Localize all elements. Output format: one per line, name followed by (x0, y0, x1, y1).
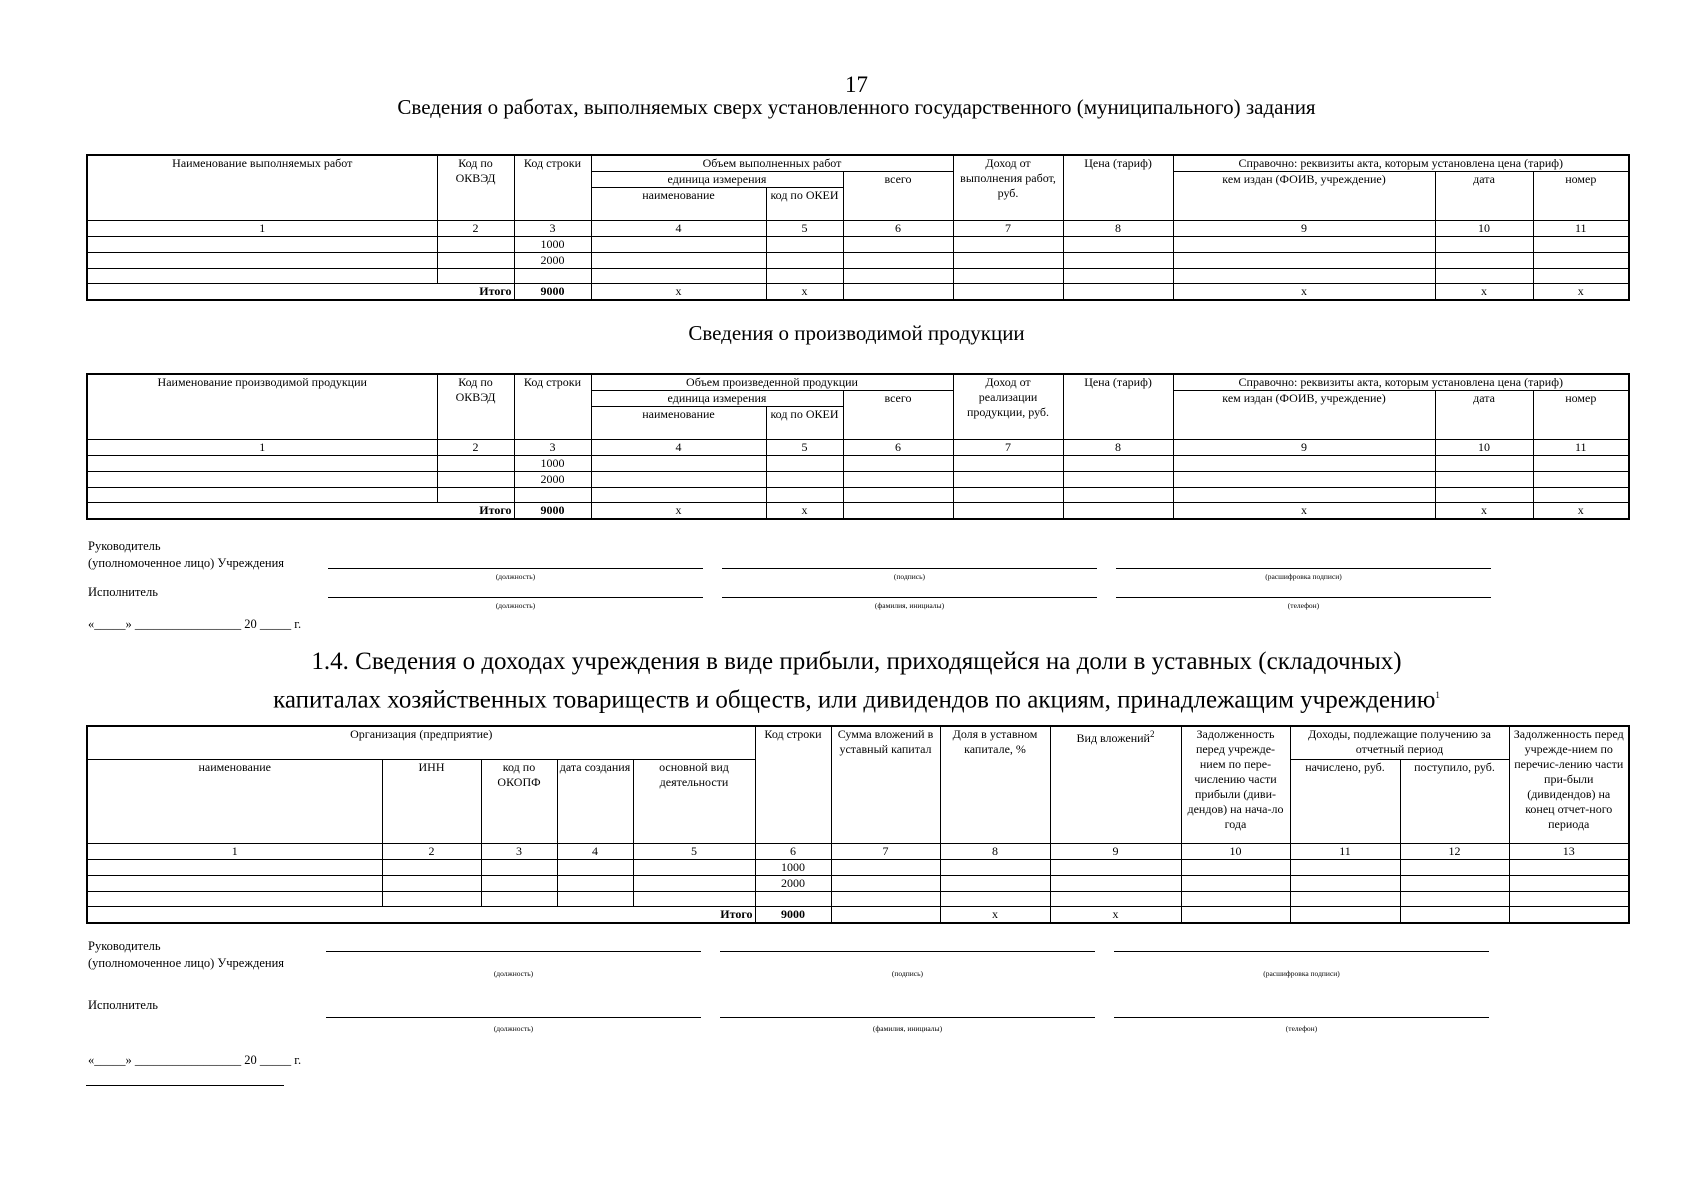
page-number: 17 (845, 72, 868, 97)
header-unit: единица измерения (591, 172, 843, 188)
executor-name-line[interactable] (722, 597, 1097, 598)
caption-phone: (телефон) (1285, 1024, 1318, 1033)
header-price: Цена (тариф) (1063, 374, 1173, 440)
header-debt-end: Задолженность перед учрежде-нием по перечис-лению части при-были (дивидендов) на конец отчет-ного периода (1509, 726, 1629, 843)
caption-position: (должность) (495, 601, 536, 610)
table-row (87, 488, 1629, 503)
executor-position-line[interactable] (326, 1017, 701, 1018)
header-okved: Код по ОКВЭД (437, 155, 514, 221)
header-date: дата (1435, 172, 1533, 221)
header-investment-kind: Вид вложений$^2$ (1050, 726, 1181, 843)
footnote-mark: 1 (1435, 690, 1440, 700)
header-inn: ИНН (382, 759, 481, 843)
executor-position-line[interactable] (328, 597, 703, 598)
decoding-line[interactable] (1116, 568, 1491, 569)
table-row: 1000 (87, 456, 1629, 472)
header-volume: Объем произведенной продукции (591, 374, 953, 391)
head-label-sub: (уполномоченное лицо) Учреждения (88, 956, 285, 970)
total-row: Итого 9000 x x (87, 906, 1629, 923)
header-unit-name: наименование (591, 188, 766, 221)
header-row-code: Код строки (514, 155, 591, 221)
caption-fullname: (фамилия, инициалы) (872, 1024, 943, 1033)
dividends-table (86, 725, 1630, 924)
header-total: всего (843, 172, 953, 221)
header-org-name: наименование (87, 759, 382, 843)
header-okei: код по ОКЕИ (766, 188, 843, 221)
total-row: Итого 9000 x x x x x (87, 284, 1629, 301)
head-label-sub: (уполномоченное лицо) Учреждения (88, 556, 285, 570)
position-line[interactable] (328, 568, 703, 569)
signature-line[interactable] (722, 568, 1097, 569)
header-price: Цена (тариф) (1063, 155, 1173, 221)
products-table (86, 373, 1630, 520)
table-row: 1000 (87, 859, 1629, 875)
signature-line[interactable] (720, 951, 1095, 952)
section3-title-line1: 1.4. Сведения о доходах учреждения в виде прибыли, приходящейся на доли в уставных (складочных) (311, 648, 1402, 675)
total-row: Итого 9000 x x x x x (87, 503, 1629, 520)
header-date: дата (1435, 391, 1533, 440)
table-row: 2000 (87, 875, 1629, 891)
table-row: 1000 (87, 237, 1629, 253)
table-row (87, 891, 1629, 906)
header-name: Наименование производимой продукции (87, 374, 437, 440)
head-label: Руководитель (88, 539, 161, 553)
section1-title: Сведения о работах, выполняемых сверх установленного государственного (муниципального) задания (397, 95, 1316, 119)
header-number: номер (1533, 391, 1629, 440)
header-received: поступило, руб. (1400, 759, 1509, 843)
section3-title-line2: капиталах хозяйственных товариществ и обществ, или дивидендов по акциям, принадлежащим учреждению$^1$ (273, 686, 1440, 714)
caption-decoding: (расшифровка подписи) (1263, 969, 1340, 978)
table-row (87, 269, 1629, 284)
caption-position: (должность) (493, 1024, 534, 1033)
table-row: 2000 (87, 472, 1629, 488)
header-reference: Справочно: реквизиты акта, которым установлена цена (тариф) (1173, 155, 1629, 172)
caption-signature: (подпись) (893, 572, 926, 581)
caption-position: (должность) (493, 969, 534, 978)
header-reference: Справочно: реквизиты акта, которым установлена цена (тариф) (1173, 374, 1629, 391)
caption-decoding: (расшифровка подписи) (1265, 572, 1342, 581)
header-total: всего (843, 391, 953, 440)
works-table (86, 154, 1630, 301)
executor-name-line[interactable] (720, 1017, 1095, 1018)
header-okved: Код по ОКВЭД (437, 374, 514, 440)
date-line[interactable]: «_____» _________________ 20 _____ г. (88, 1053, 302, 1067)
decoding-line[interactable] (1114, 951, 1489, 952)
position-line[interactable] (326, 951, 701, 952)
date-line[interactable]: «_____» _________________ 20 _____ г. (88, 617, 302, 631)
column-numbers-row: 1 2 3 4 5 6 7 8 9 10 11 12 13 (87, 843, 1629, 859)
executor-phone-line[interactable] (1114, 1017, 1489, 1018)
header-volume: Объем выполненных работ (591, 155, 953, 172)
caption-fullname: (фамилия, инициалы) (874, 601, 945, 610)
header-income: Доходы, подлежащие получению за отчетный период (1290, 726, 1509, 759)
header-unit: единица измерения (591, 391, 843, 407)
header-number: номер (1533, 172, 1629, 221)
header-share: Доля в уставном капитале, % (940, 726, 1050, 843)
footnote-separator (86, 1085, 284, 1086)
head-label: Руководитель (88, 939, 161, 953)
header-unit-name: наименование (591, 407, 766, 440)
header-organization: Организация (предприятие) (87, 726, 755, 759)
caption-position: (должность) (495, 572, 536, 581)
header-okopf: код по ОКОПФ (481, 759, 557, 843)
table-row: 2000 (87, 253, 1629, 269)
caption-phone: (телефон) (1287, 601, 1320, 610)
executor-label: Исполнитель (88, 998, 158, 1012)
header-okei: код по ОКЕИ (766, 407, 843, 440)
header-income: Доход от выполнения работ, руб. (953, 155, 1063, 221)
section2-title: Сведения о производимой продукции (688, 321, 1025, 345)
header-issuer: кем издан (ФОИВ, учреждение) (1173, 172, 1435, 221)
caption-signature: (подпись) (891, 969, 924, 978)
header-row-code: Код строки (755, 726, 831, 843)
header-debt-start: Задолженность перед учрежде-нием по пере-числению части прибыли (диви-дендов) на нача-ло года (1181, 726, 1290, 843)
executor-label: Исполнитель (88, 585, 158, 599)
header-name: Наименование выполняемых работ (87, 155, 437, 221)
executor-phone-line[interactable] (1116, 597, 1491, 598)
header-created: дата создания (557, 759, 633, 843)
header-income: Доход от реализации продукции, руб. (953, 374, 1063, 440)
header-accrued: начислено, руб. (1290, 759, 1400, 843)
header-issuer: кем издан (ФОИВ, учреждение) (1173, 391, 1435, 440)
column-numbers-row: 1 2 3 4 5 6 7 8 9 10 11 (87, 221, 1629, 237)
column-numbers-row: 1 2 3 4 5 6 7 8 9 10 11 (87, 440, 1629, 456)
header-investment-sum: Сумма вложений в уставный капитал (831, 726, 940, 843)
header-row-code: Код строки (514, 374, 591, 440)
header-activity: основной вид деятельности (633, 759, 755, 843)
